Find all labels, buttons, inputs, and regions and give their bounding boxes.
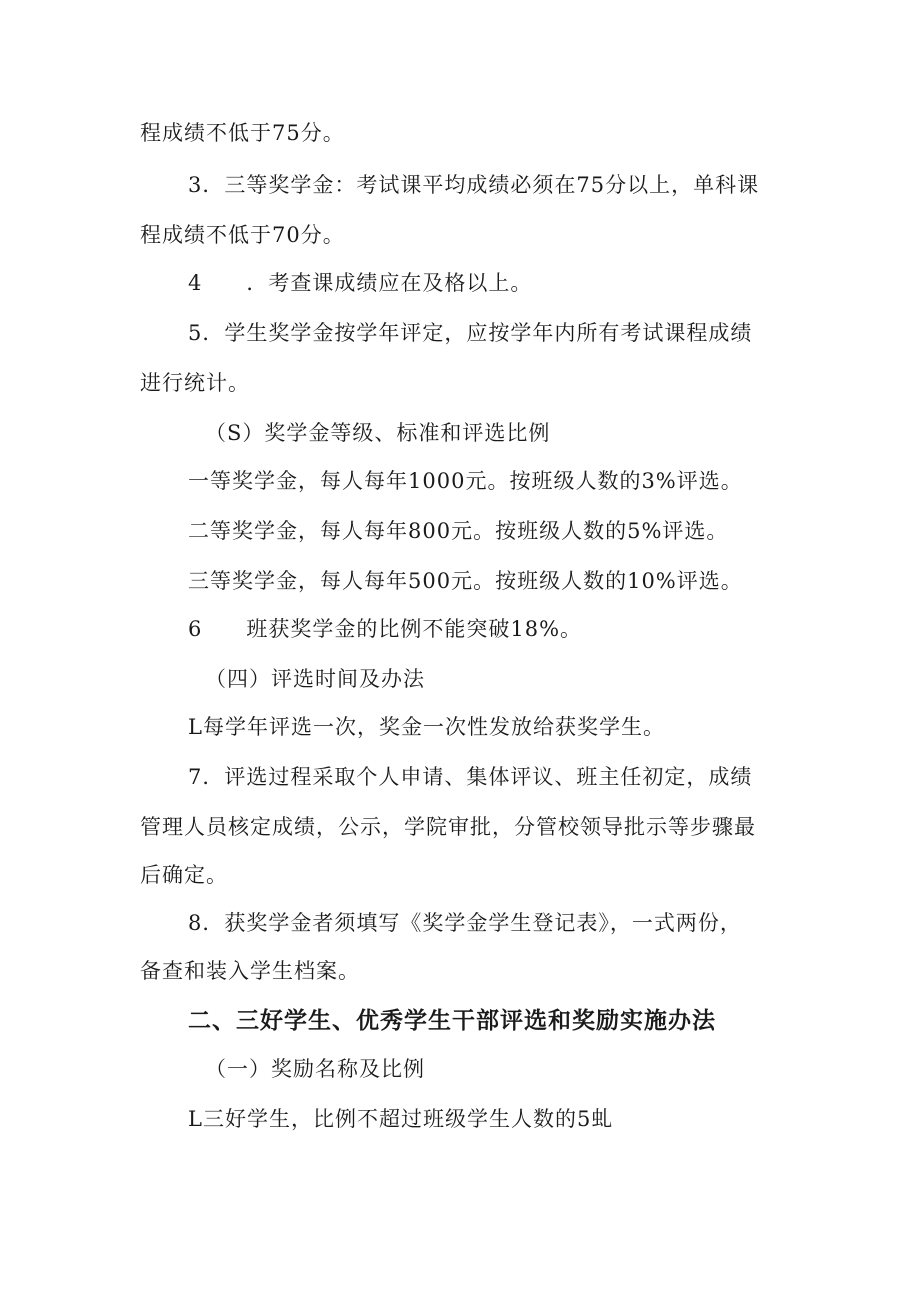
text-line: L每学年评选一次，奖金一次性发放给获奖学生。	[188, 715, 665, 739]
section-heading: （四）评选时间及办法	[205, 667, 425, 691]
text-line: 程成绩不低于75分。	[140, 121, 345, 145]
text-line: 一等奖学金，每人每年1000元。按班级人数的3%评选。	[188, 469, 743, 493]
text-line: 7．评选过程采取个人申请、集体评议、班主任初定，成绩	[188, 765, 753, 789]
text-line: 后确定。	[140, 863, 228, 887]
section-heading: （S）奖学金等级、标准和评选比例	[205, 421, 551, 445]
text-line: 程成绩不低于70分。	[140, 223, 345, 247]
text-line: 3．三等奖学金：考试课平均成绩必须在75分以上，单科课	[188, 173, 760, 197]
text-line: 5．学生奖学金按学年评定，应按学年内所有考试课程成绩	[188, 321, 753, 345]
text-line: 管理人员核定成绩，公示，学院审批，分管校领导批示等步骤最	[140, 815, 756, 839]
text-line: 进行统计。	[140, 371, 250, 395]
text-line: 6 班获奖学金的比例不能突破18%。	[188, 617, 583, 641]
text-line: 8．获奖学金者须填写《奖学金学生登记表》，一式两份，	[188, 911, 742, 935]
text-line: 备查和装入学生档案。	[140, 959, 360, 983]
text-line: 4 ．考查课成绩应在及格以上。	[188, 271, 533, 295]
section-heading: （一）奖励名称及比例	[205, 1057, 425, 1081]
text-line: L三好学生，比例不超过班级学生人数的5虬	[188, 1107, 614, 1131]
chapter-heading: 二、三好学生、优秀学生干部评选和奖励实施办法	[188, 1008, 716, 1034]
text-line: 三等奖学金，每人每年500元。按班级人数的10%评选。	[188, 569, 743, 593]
text-line: 二等奖学金，每人每年800元。按班级人数的5%评选。	[188, 519, 729, 543]
